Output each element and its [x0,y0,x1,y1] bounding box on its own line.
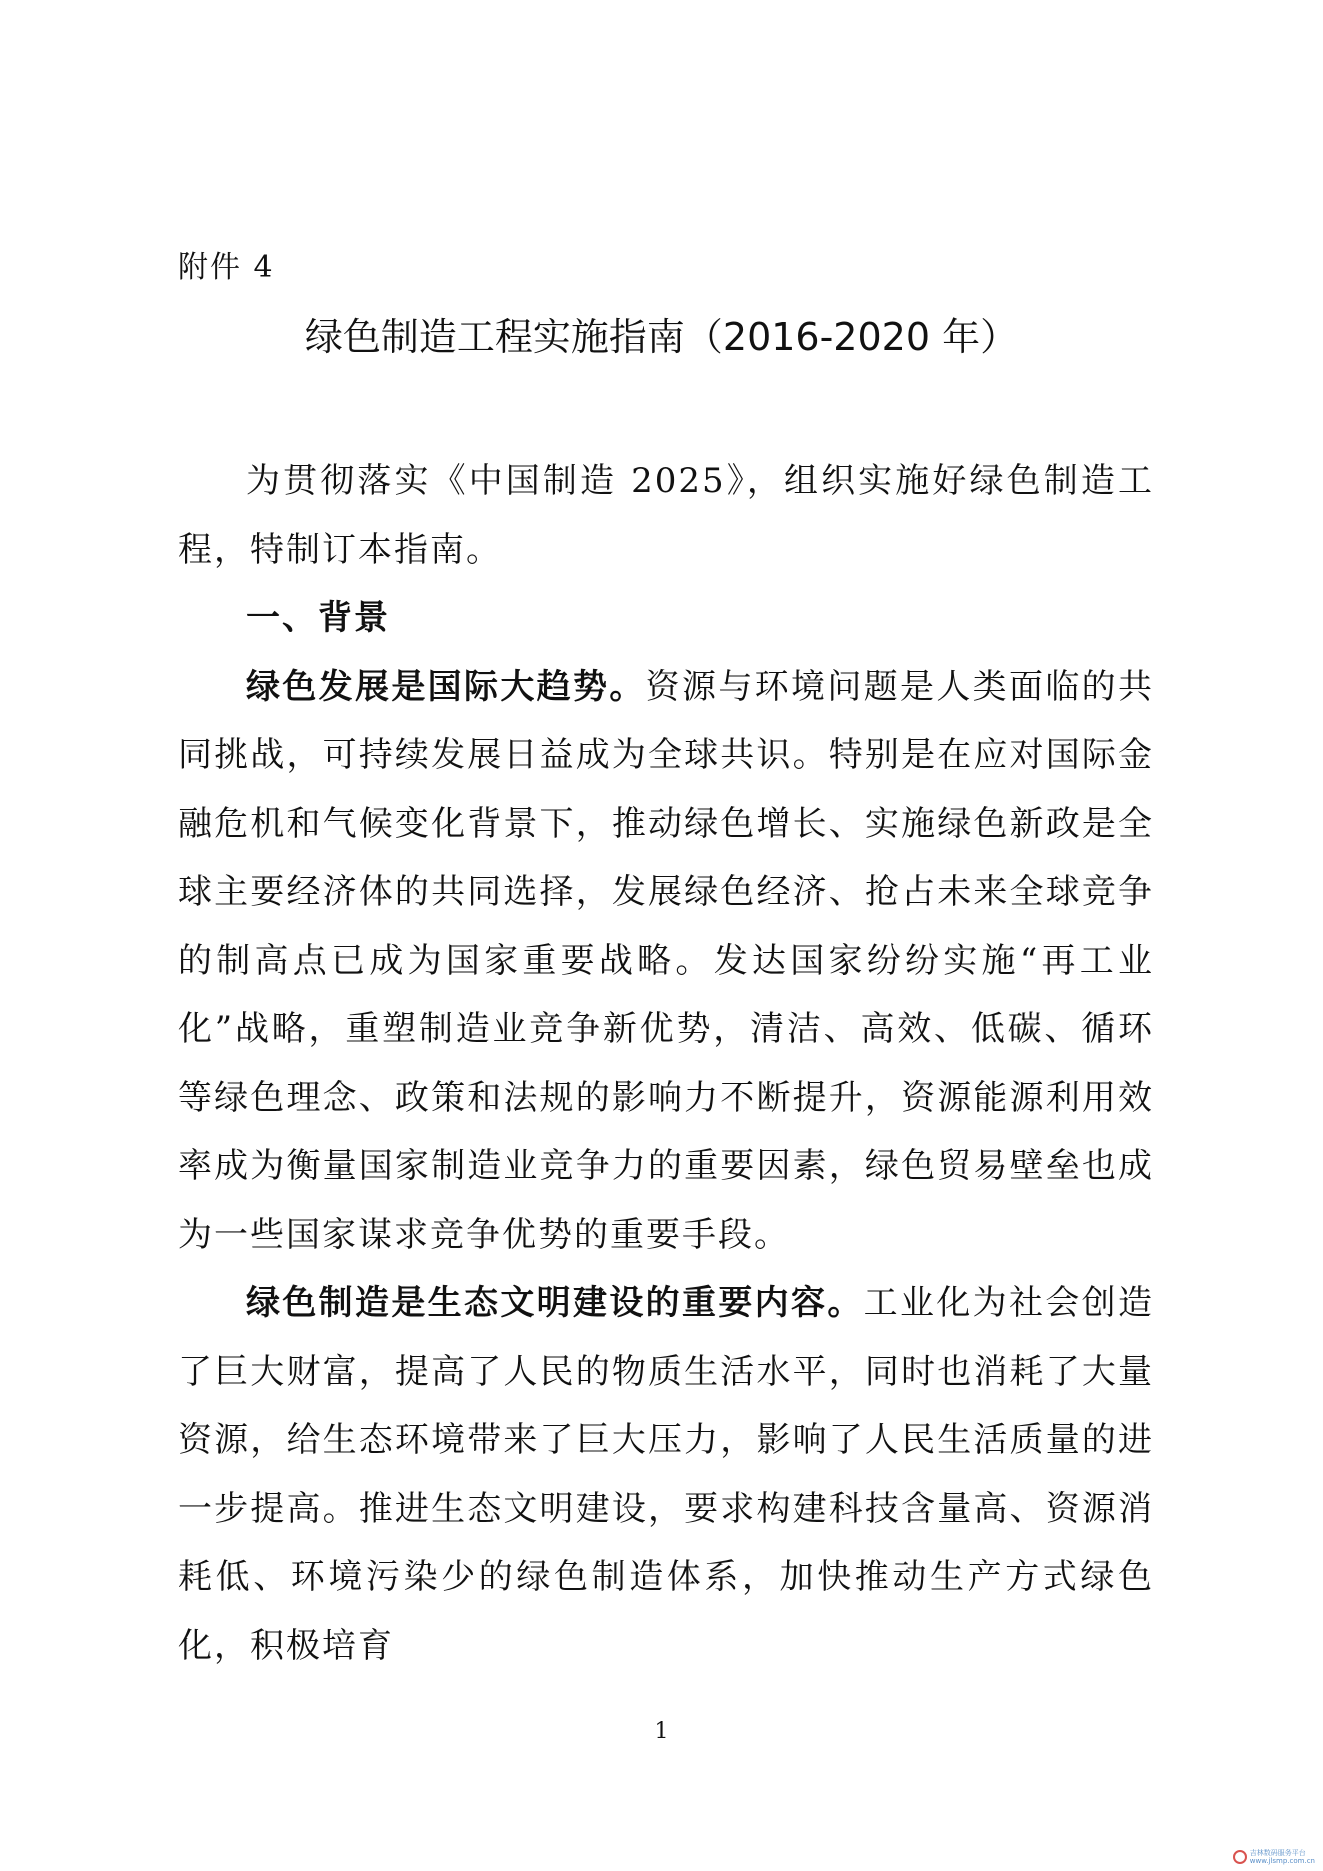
paragraph-lead: 绿色发展是国际大趋势。 [246,666,646,707]
watermark-line-1: 吉林数码服务平台 [1249,1849,1306,1857]
document-title: 绿色制造工程实施指南（2016-2020 年） [304,315,1019,359]
watermark-text [1250,1849,1315,1865]
intro-paragraph: 为贯彻落实《中国制造 2025》，组织实施好绿色制造工程，特制订本指南。 [178,461,1154,570]
section-heading: 一、背景 [246,598,390,638]
paragraph-green-manufacturing [178,1269,1154,1680]
paragraph-text: 资源与环境问题是人类面临的共同挑战，可持续发展日益成为全球共识。特别是在应对国际金融危机和气候变化背景下，推动绿色增长、实施绿色新政是全球主要经济体的共同选择，发展绿色经济、抢占未来全球竞争的制高点已成为国家重要战略。发达国家纷纷实施“再工业化”战略，重塑制造业竞争新优势，清洁、高效、低碳、循环等绿色理念、政策和法规的影响力不断提升，资源能源利用效率成为衡量国家制造业竞争力的重要因素，绿色贸易壁垒也成为一些国家谋求竞争优势的重要手段。 [178,666,1155,1255]
attachment-label: 附件 4 [178,250,275,285]
watermark [1233,1849,1315,1865]
paragraph-green-development [178,653,1154,1270]
paragraph-lead: 绿色制造是生态文明建设的重要内容。 [246,1283,864,1323]
document-body [178,447,1154,1680]
paragraph-text: 工业化为社会创造了巨大财富，提高了人民的物质生活水平，同时也消耗了大量资源，给生态环境带来了巨大压力，影响了人民生活质量的进一步提高。推进生态文明建设，要求构建科技含量高、资源消耗低、环境污染少的绿色制造体系，加快推动生产方式绿色化，积极培育 [178,1283,1155,1666]
watermark-line-2: www.jlsmp.com.cn [1249,1857,1315,1865]
page-number: 1 [654,1719,669,1744]
watermark-logo-icon [1233,1850,1247,1864]
